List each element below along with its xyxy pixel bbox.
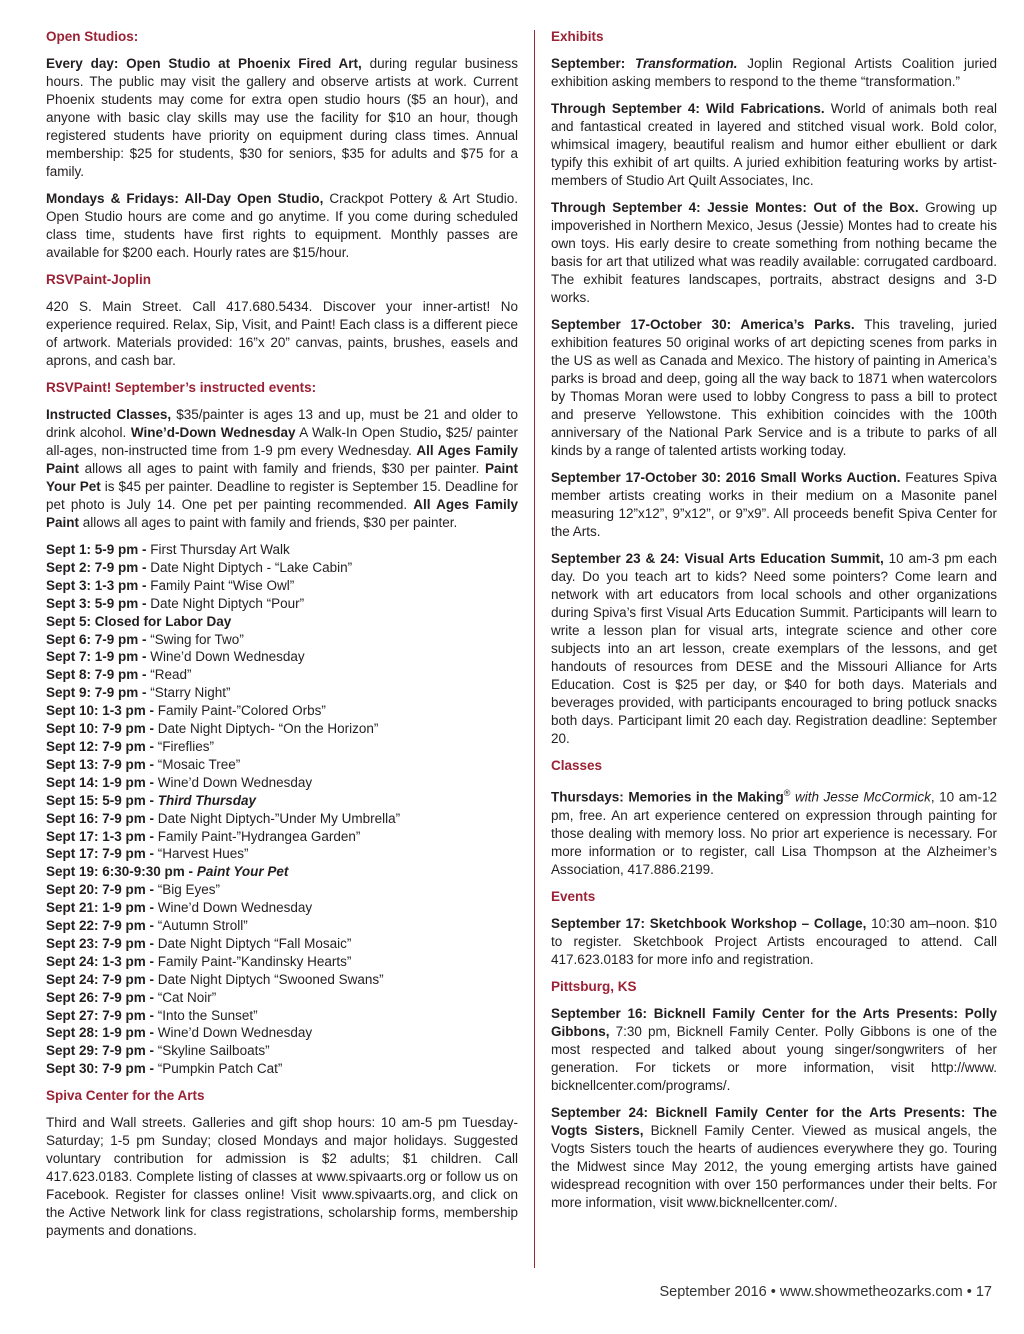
event-item: Sept 23: 7-9 pm - Date Night Diptych “Fall Mosaic” <box>46 935 352 951</box>
rsvpaint-events-heading: RSVPaint! September’s instructed events: <box>46 380 317 395</box>
spiva-heading: Spiva Center for the Arts <box>46 1088 205 1104</box>
event-item: Sept 20: 7-9 pm - “Big Eyes” <box>46 882 221 898</box>
event-item: Sept 27: 7-9 pm - “Into the Sunset” <box>46 1007 258 1023</box>
event-item: Sept 28: 1-9 pm - Wine’d Down Wednesday <box>46 1025 313 1041</box>
event-item: Sept 26: 7-9 pm - “Cat Noir” <box>46 989 217 1005</box>
event-item: Sept 29: 7-9 pm - “Skyline Sailboats” <box>46 1043 270 1059</box>
event-item: Sept 24: 1-3 pm - Family Paint-”Kandinsky Hearts” <box>46 953 352 969</box>
exhibit-transformation: September: Transformation. Joplin Regional Artists Coalition juried exhibition asking members to respond to the theme “transformation.” <box>551 56 997 89</box>
event-item: Sept 22: 7-9 pm - “Autumn Stroll” <box>46 918 248 934</box>
event-item: Sept 7: 1-9 pm - Wine’d Down Wednesday <box>46 649 305 665</box>
open-studios-paragraph-1: Every day: Open Studio at Phoenix Fired Art, during regular business hours. The public may visit the gallery and observe artists at work. Current Phoenix students may come for extra open studio hours ($5 an hour), and anyone with basic clay skills may use the facility for $10 an hour, though registered students have priority on equipment during class times. Annual membership: $25 for students, $30 for seniors, $35 for adults and $75 for a family. <box>46 56 518 179</box>
event-item: Sept 14: 1-9 pm - Wine’d Down Wednesday <box>46 774 313 790</box>
classes-paragraph: Thursdays: Memories in the Making® with Jesse McCormick, 10 am-12 pm, free. An art experience centered on expression through painting for those dealing with memory loss. No prior art experience is necessary. For more information or to register, call Lisa Thompson at the Alzheimer’s Association, 417.886.2199. <box>551 788 997 877</box>
event-item: Sept 6: 7-9 pm - “Swing for Two” <box>46 631 244 647</box>
events-heading: Events <box>551 888 596 904</box>
open-studios-paragraph-2: Mondays & Fridays: All-Day Open Studio, Crackpot Pottery & Art Studio. Open Studio hours are come and go anytime. If you come during scheduled class time, students have first rights to equipment. Monthly passes are available for $200 each. Hourly rates are $15/hour. <box>46 191 518 260</box>
event-item: Sept 10: 1-3 pm - Family Paint-”Colored Orbs” <box>46 703 326 719</box>
event-item: Sept 9: 7-9 pm - “Starry Night” <box>46 685 231 701</box>
right-column <box>551 28 997 1221</box>
event-item: Sept 8: 7-9 pm - “Read” <box>46 667 192 683</box>
rsvpaint-paragraph: 420 S. Main Street. Call 417.680.5434. Discover your inner-artist! No experience required. Relax, Sip, Visit, and Paint! Each class is a different piece of artwork. Materials provided: 16”x 20” canvas, paints, brushes, easels and aprons, and cash bar. <box>46 299 518 368</box>
event-item: Sept 17: 7-9 pm - “Harvest Hues” <box>46 846 249 862</box>
exhibit-americas-parks: September 17-October 30: America’s Parks. This traveling, juried exhibition features 50 original works of art depicting scenes from parks in the US as well as Canada and Mexico. The history of painting in America’s parks is broad and deep, going all the way back to 1871 when watercolors by Thomas Moran were used to lobby Congress to pass a bill to protect and preserve Yellowstone. This exhibition coincides with the 100th anniversary of the National Park Service and is a tribute to parks of all kinds by a range of talented artists working today. <box>551 317 998 458</box>
spiva-paragraph: Third and Wall streets. Galleries and gift shop hours: 10 am-5 pm Tuesday-Saturday; 1-5 pm Sunday; closed Mondays and major holidays. Suggested voluntary contribution for admission is $2 adults; $1 children. Call 417.623.0183. Complete listing of classes at www.spivaarts.org or follow us on Facebook. Register for classes online! Visit www.spivaarts.org, and click on the Active Network link for class registrations, scholarship forms, membership payments and donations. <box>46 1115 518 1239</box>
pittsburg-heading: Pittsburg, KS <box>551 978 637 994</box>
event-item: Sept 1: 5-9 pm - First Thursday Art Walk <box>46 542 290 557</box>
rsvpaint-events-paragraph: Instructed Classes, $35/painter is ages 13 and up, must be 21 and older to drink alcohol. Wine’d-Down Wednesday A Walk-In Open Studio, $25/ painter all-ages, non-instructed time from 1-9 pm every Wednesday. All Ages Family Paint allows all ages to paint with family and friends, $30 per painter. Paint Your Pet is $45 per painter. Deadline to register is September 15. Deadline for pet photo is July 14. One pet per painting recommended. All Ages Family Paint allows all ages to paint with family and friends, $30 per painter. <box>46 407 519 530</box>
column-divider <box>534 30 535 1268</box>
event-item: Sept 3: 1-3 pm - Family Paint “Wise Owl” <box>46 577 295 593</box>
classes-heading: Classes <box>551 758 603 773</box>
page-footer: September 2016 • www.showmetheozarks.com • 17 <box>659 1284 992 1300</box>
event-item: Sept 21: 1-9 pm - Wine’d Down Wednesday <box>46 900 313 916</box>
exhibit-education-summit: September 23 & 24: Visual Arts Education Summit, 10 am-3 pm each day. Do you teach art to kids? Need some pointers? Come learn and network with art educators from local schools and other organizations during Spiva’s first Visual Arts Education Summit. Participants will learn to write a lesson plan for visual arts, integrate science and other core subjects into an art lesson, create exemplars of the lessons, and get handouts of resources from DESE and the Missouri Alliance for Arts Education. Cost is $25 per day, or $40 for both days. Materials and beverages provided, with participants encouraged to bring potluck snacks both days. Participant limit 20 each day. Registration deadline: September 20. <box>551 551 997 746</box>
event-item: Sept 15: 5-9 pm - Third Thursday <box>46 792 257 808</box>
event-item: Sept 13: 7-9 pm - “Mosaic Tree” <box>46 756 241 772</box>
events-paragraph: September 17: Sketchbook Workshop – Collage, 10:30 am–noon. $10 to register. Sketchbook Project Artists encouraged to attend. Call 417.623.0183 for more info and registration. <box>551 915 997 967</box>
event-item: Sept 24: 7-9 pm - Date Night Diptych “Swooned Swans” <box>46 971 384 987</box>
rsvpaint-heading: RSVPaint-Joplin <box>46 272 152 287</box>
exhibit-wild-fabrications: Through September 4: Wild Fabrications. World of animals both real and fantastical created in layered and stitched visual work. Bold color, whimsical imagery, beautiful realism and humor either ebullient or dark typify this exhibit of art quilts. A juried exhibition featuring works by artist-members of Studio Art Quilt Associates, Inc. <box>551 101 997 188</box>
event-item: Sept 2: 7-9 pm - Date Night Diptych - “Lake Cabin” <box>46 559 353 575</box>
pittsburg-vogts-sisters: September 24: Bicknell Family Center for the Arts Presents: The Vogts Sisters, Bicknell Family Center. Viewed as musical angels, the Vogts Sisters touch the hearts of audiences everywhere they go. Touring the Midwest since May 2012, the young emerging artists have gained widespread recognition with over 150 performances under their belts. For more information, visit www.bicknellcenter.com/. <box>551 1104 997 1210</box>
event-item: Sept 30: 7-9 pm - “Pumpkin Patch Cat” <box>46 1061 283 1077</box>
exhibits-heading: Exhibits <box>551 29 604 44</box>
event-item: Sept 10: 7-9 pm - Date Night Diptych- “On the Horizon” <box>46 721 379 737</box>
exhibit-jessie-montes: Through September 4: Jessie Montes: Out of the Box. Growing up impoverished in Northern Mexico, Jesus (Jessie) Montes had to create his own toys. His early desire to create something from nothing became the basis for art that utilized what was readily available: corrugated cardboard. The exhibit features landscapes, portraits, abstract designs and 3-D works. <box>551 200 997 305</box>
pittsburg-polly-gibbons: September 16: Bicknell Family Center for the Arts Presents: Polly Gibbons, 7:30 pm, Bicknell Family Center. Polly Gibbons is one of the most respected and talked about young singer/songwriters of her generation. For tickets or more information, visit http://www. bicknellcenter.com/programs/. <box>551 1005 997 1093</box>
event-item: Sept 12: 7-9 pm - “Fireflies” <box>46 738 215 754</box>
event-item: Sept 17: 1-3 pm - Family Paint-”Hydrangea Garden” <box>46 828 361 844</box>
event-item: Sept 16: 7-9 pm - Date Night Diptych-”Under My Umbrella” <box>46 810 401 826</box>
event-item: Sept 3: 5-9 pm - Date Night Diptych “Pour” <box>46 595 305 611</box>
left-column <box>46 28 518 1249</box>
event-item: Sept 5: Closed for Labor Day <box>46 613 232 629</box>
event-list <box>46 541 518 1078</box>
open-studios-heading: Open Studios: <box>46 29 139 44</box>
exhibit-small-works-auction: September 17-October 30: 2016 Small Works Auction. Features Spiva member artists creating works in their medium on a Masonite panel measuring 12”x12”, 9”x12”, or 9”x9”. All proceeds benefit Spiva Center for the Arts. <box>551 470 998 539</box>
event-item: Sept 19: 6:30-9:30 pm - Paint Your Pet <box>46 864 289 880</box>
